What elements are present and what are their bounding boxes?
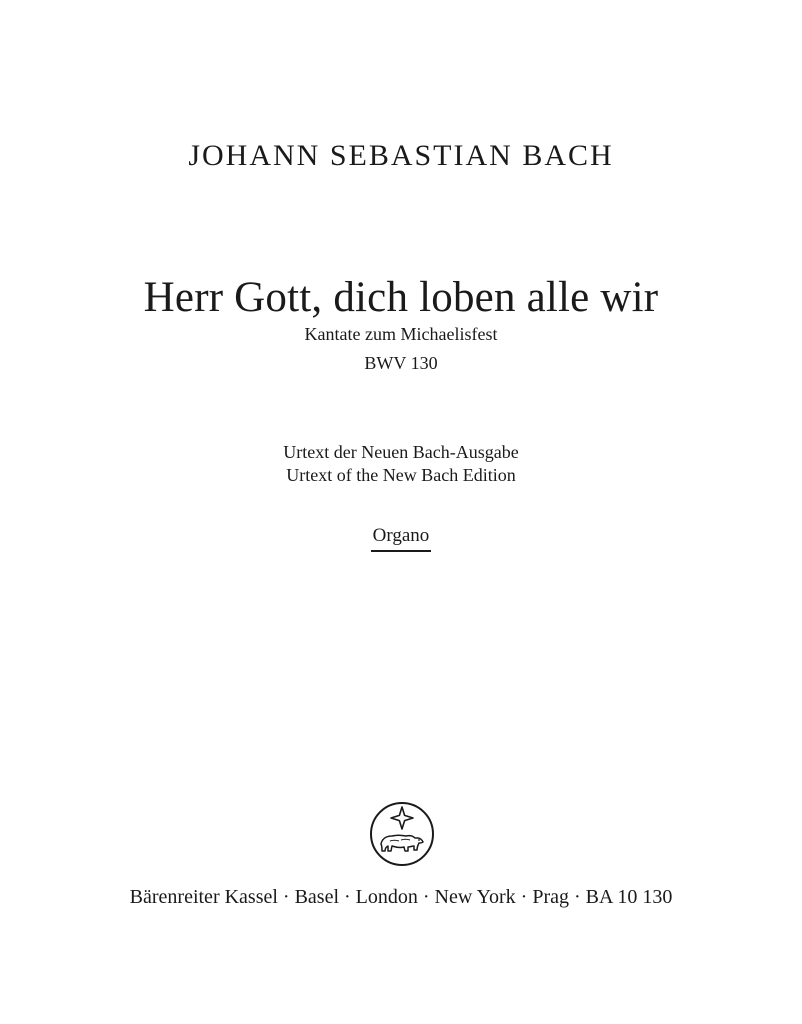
catalog-number: BWV 130 — [364, 353, 438, 373]
publisher-imprint: Bärenreiter Kassel · Basel · London · New York · Prag · BA 10 130 — [129, 886, 673, 908]
baerenreiter-bear-star-icon — [368, 800, 436, 868]
part-name — [0, 523, 802, 552]
urtext-german: Urtext der Neuen Bach-Ausgabe — [283, 442, 519, 462]
work-subtitle: Kantate zum Michaelisfest — [304, 324, 498, 344]
part-label: Organo — [371, 523, 432, 552]
composer-name: JOHANN SEBASTIAN BACH — [188, 139, 614, 172]
urtext-english: Urtext of the New Bach Edition — [286, 465, 516, 485]
work-title: Herr Gott, dich loben alle wir — [143, 274, 659, 321]
